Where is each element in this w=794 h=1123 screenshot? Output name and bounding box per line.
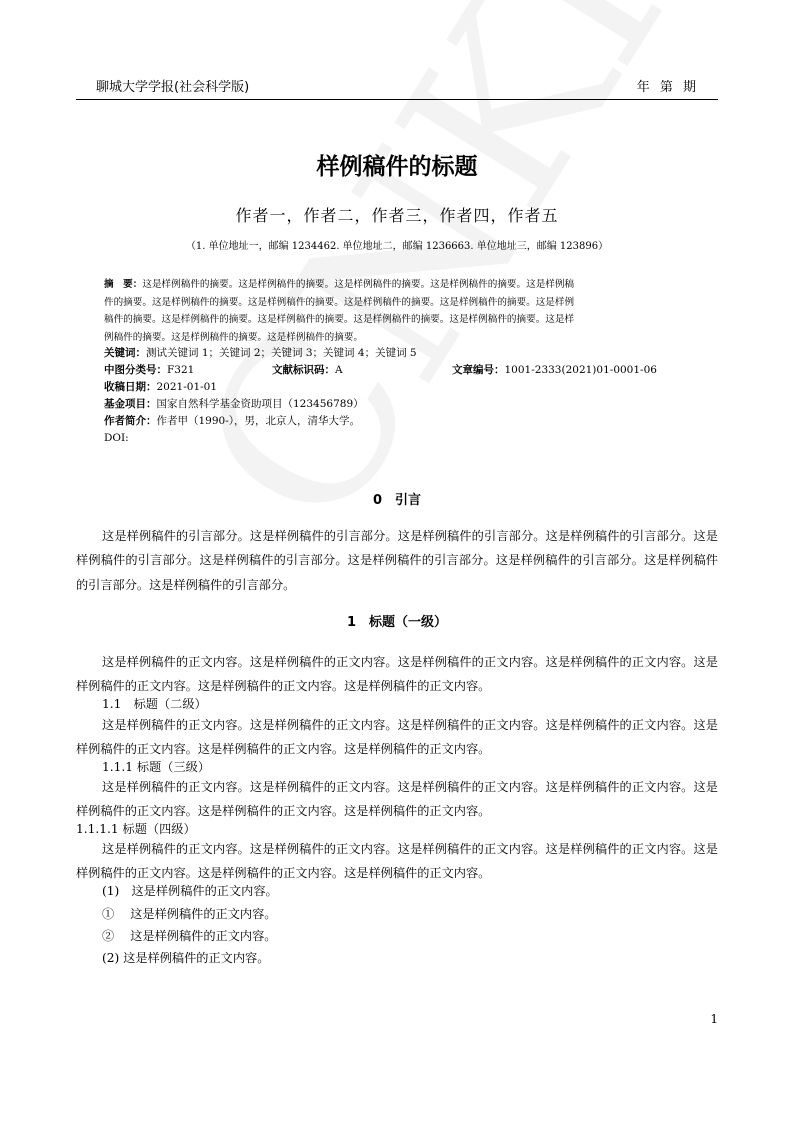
- journal-name: 聊城大学学报(社会科学版): [96, 80, 250, 95]
- bio-value: 作者甲（1990-），男，北京人，清华大学。: [156, 415, 361, 427]
- section-heading-intro: 0 引言: [372, 493, 422, 508]
- list-item: (2) 这是样例稿件的正文内容。: [102, 951, 270, 965]
- heading-level2: 1.1 标题（二级）: [102, 697, 207, 711]
- list-item: ② 这是样例稿件的正文内容。: [102, 929, 277, 943]
- body-paragraph: 这是样例稿件的正文内容。这是样例稿件的正文内容。这是样例稿件的正文内容。这是样例稿件的正文内容。这是样例稿件的正文内容。这是样例稿件的正文内容。这是样例稿件的正文内容。: [76, 655, 718, 694]
- list-item: (1) 这是样例稿件的正文内容。: [102, 884, 278, 898]
- article-title: 样例稿件的标题: [316, 154, 478, 180]
- heading-level3: 1.1.1 标题（三级）: [102, 760, 211, 774]
- classification-row: [104, 362, 698, 379]
- page-number: 1: [710, 1012, 718, 1026]
- abstract-line: 这是样例稿件的摘要。这是样例稿件的摘要。这是样例稿件的摘要。这是样例稿件的摘要。这是样例稿: [142, 279, 575, 290]
- article-no-label: 文章编号：: [452, 364, 505, 376]
- doi-label: DOI:: [104, 432, 129, 444]
- body-paragraph: 这是样例稿件的正文内容。这是样例稿件的正文内容。这是样例稿件的正文内容。这是样例稿件的正文内容。这是样例稿件的正文内容。这是样例稿件的正文内容。这是样例稿件的正文内容。: [76, 718, 718, 757]
- affiliations: （1. 单位地址一，邮编 1234462. 单位地址二，邮编 1236663. 单位地址三，邮编 123896）: [185, 241, 609, 252]
- fund-value: 国家自然科学基金资助项目（123456789）: [156, 398, 364, 410]
- doc-code-label: 文献标识码：: [272, 364, 335, 376]
- received-label: 收稿日期：: [104, 381, 157, 393]
- fund-row: [104, 396, 698, 413]
- section-heading-level1: 1 标题（一级）: [346, 615, 448, 630]
- doi-row: [104, 430, 698, 447]
- abstract-line: 例稿件的摘要。这是样例稿件的摘要。这是样例稿件的摘要。: [104, 331, 364, 343]
- bio-row: [104, 413, 698, 430]
- doc-code-value: A: [335, 364, 343, 376]
- received-date: 2021-01-01: [156, 381, 218, 393]
- abstract-label: 摘 要：: [104, 279, 143, 290]
- received-row: [104, 379, 698, 396]
- keywords-label: 关键词：: [104, 347, 146, 359]
- bio-label: 作者简介：: [104, 415, 157, 427]
- author-list: 作者一，作者二，作者三，作者四，作者五: [235, 206, 559, 225]
- body-paragraph: 这是样例稿件的正文内容。这是样例稿件的正文内容。这是样例稿件的正文内容。这是样例稿件的正文内容。这是样例稿件的正文内容。这是样例稿件的正文内容。这是样例稿件的正文内容。: [76, 780, 718, 819]
- header-rule: [76, 99, 718, 100]
- keywords: 测试关键词 1；关键词 2；关键词 3；关键词 4；关键词 5: [146, 347, 417, 359]
- clc-label: 中图分类号：: [104, 364, 167, 376]
- abstract: [104, 276, 698, 346]
- clc-value: F321: [167, 364, 195, 376]
- body-paragraph: 这是样例稿件的正文内容。这是样例稿件的正文内容。这是样例稿件的正文内容。这是样例稿件的正文内容。这是样例稿件的正文内容。这是样例稿件的正文内容。这是样例稿件的正文内容。: [76, 842, 718, 881]
- article-no-value: 1001-2333(2021)01-0001-06: [504, 364, 657, 376]
- abstract-line: 稿件的摘要。这是样例稿件的摘要。这是样例稿件的摘要。这是样例稿件的摘要。这是样例稿件的摘要。这是样: [104, 314, 575, 325]
- fund-label: 基金项目：: [104, 398, 157, 410]
- issue-label: 年 第 期: [636, 80, 696, 95]
- heading-level4: 1.1.1.1 标题（四级）: [76, 822, 196, 836]
- intro-paragraph: 这是样例稿件的引言部分。这是样例稿件的引言部分。这是样例稿件的引言部分。这是样例稿件的引言部分。这是样例稿件的引言部分。这是样例稿件的引言部分。这是样例稿件的引言部分。这是样例稿件的引言部分。这是样例稿件的引言部分。这是样例稿件的引言部分。: [76, 529, 718, 592]
- list-item: ① 这是样例稿件的正文内容。: [102, 907, 277, 921]
- keywords-row: [104, 345, 698, 362]
- abstract-line: 件的摘要。这是样例稿件的摘要。这是样例稿件的摘要。这是样例稿件的摘要。这是样例稿件的摘要。这是样例: [104, 296, 575, 308]
